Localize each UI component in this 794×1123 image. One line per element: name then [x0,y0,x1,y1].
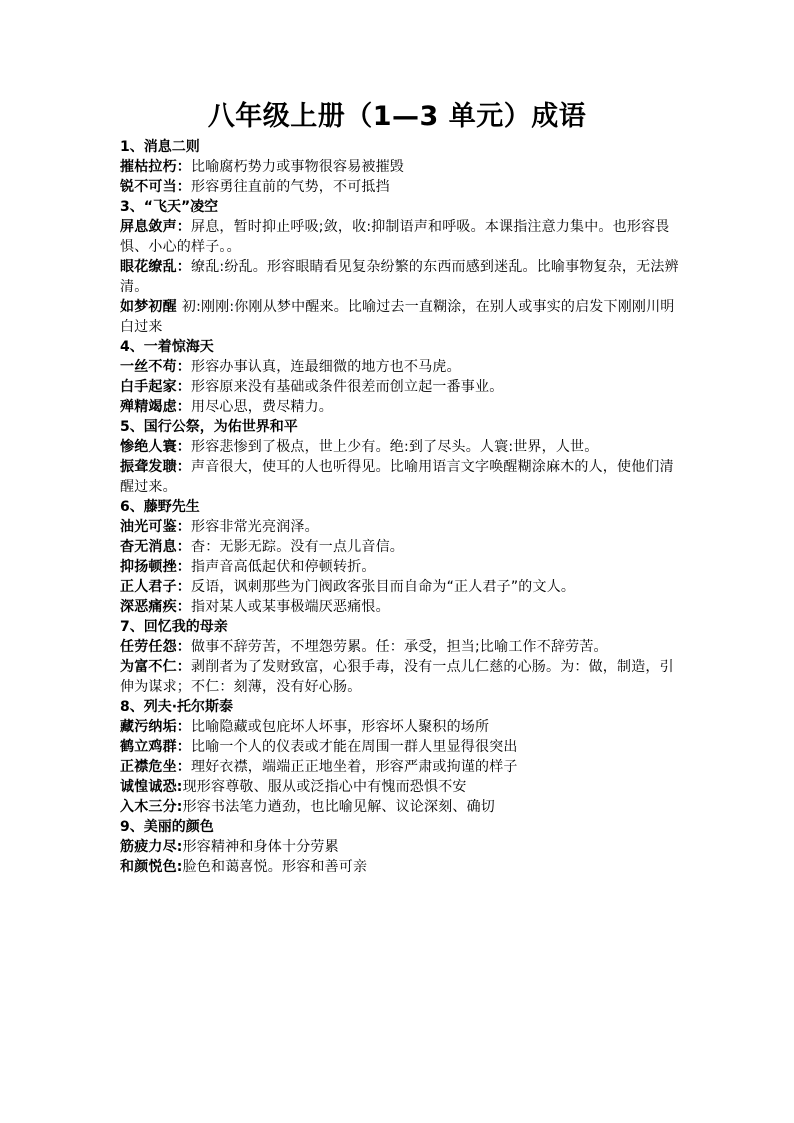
idiom-definition: 比喻隐藏或包庇坏人坏事，形容坏人聚积的场所 [191,719,490,735]
idiom-entry [120,297,682,337]
idiom-definition: 屏息，暂时抑止呼吸;敛，收:抑制语声和呼吸。本课指注意力集中。也形容畏惧、小心的样子。。 [120,219,670,255]
idiom-entry [120,737,682,757]
idiom-term: 摧枯拉朽： [120,159,191,175]
section-heading: 5、国行公祭，为佑世界和平 [120,419,298,435]
idiom-definition: 比喻一个人的仪表或才能在周围一群人里显得很突出 [191,739,518,755]
section-1 [120,137,682,197]
idiom-term: 锐不可当： [120,179,191,195]
idiom-definition: 反语，讽刺那些为门阀政客张目而自命为“正人君子”的文人。 [191,579,576,595]
idiom-entry [120,177,682,197]
idiom-term: 振聋发聩： [120,459,191,475]
idiom-term: 眼花缭乱： [120,259,191,275]
idiom-definition: 现形容尊敬、服从或泛指心中有愧而恐惧不安 [182,779,467,795]
idiom-entry [120,797,682,817]
idiom-entry [120,537,682,557]
section-8 [120,697,682,817]
idiom-term: 藏污纳垢： [120,719,191,735]
idiom-term: 一丝不苟： [120,359,191,375]
idiom-definition: 形容非常光亮润泽。 [191,519,319,535]
idiom-term: 如梦初醒 [120,299,182,315]
section-heading: 4、一着惊海天 [120,339,214,355]
idiom-definition: 剥削者为了发财致富，心狠手毒，没有一点儿仁慈的心肠。为：做，制造，引伸为谋求；不仁：刻薄，没有好心肠。 [120,659,674,695]
idiom-entry [120,557,682,577]
idiom-definition: 杳：无影无踪。没有一点儿音信。 [191,539,404,555]
section-7 [120,617,682,697]
idiom-definition: 形容原来没有基础或条件很差而创立起一番事业。 [191,379,504,395]
idiom-definition: 形容悲惨到了极点，世上少有。绝:到了尽头。人寰:世界，人世。 [191,439,599,455]
idiom-entry [120,757,682,777]
idiom-entry [120,577,682,597]
idiom-definition: 形容精神和身体十分劳累 [182,839,339,855]
idiom-definition: 指声音高低起伏和停顿转折。 [191,559,376,575]
idiom-definition: 指对某人或某事极端厌恶痛恨。 [191,599,390,615]
idiom-entry [120,777,682,797]
idiom-definition: 比喻腐朽势力或事物很容易被摧毁 [191,159,404,175]
idiom-entry [120,217,682,257]
idiom-term: 筋疲力尽: [120,839,183,855]
idiom-entry [120,397,682,417]
idiom-term: 殚精竭虑： [120,399,191,415]
section-9 [120,817,682,877]
idiom-term: 杳无消息： [120,539,191,555]
idiom-definition: 理好衣襟，端端正正地坐着，形容严肃或拘谨的样子 [191,759,518,775]
idiom-definition: 形容勇往直前的气势，不可抵挡 [191,179,390,195]
idiom-entry [120,357,682,377]
section-3 [120,197,682,337]
idiom-entry [120,597,682,617]
idiom-term: 诚惶诚恐: [120,779,183,795]
idiom-term: 入木三分: [120,799,183,815]
idiom-term: 惨绝人寰： [120,439,191,455]
idiom-entry [120,837,682,857]
idiom-term: 正襟危坐： [120,759,191,775]
section-4 [120,337,682,417]
idiom-definition: 形容办事认真，连最细微的地方也不马虎。 [191,359,461,375]
idiom-term: 正人君子： [120,579,191,595]
section-heading: 6、藤野先生 [120,499,200,515]
idiom-term: 任劳任怨： [120,639,191,655]
idiom-term: 油光可鉴： [120,519,191,535]
idiom-entry [120,377,682,397]
idiom-entry [120,257,682,297]
idiom-entry [120,457,682,497]
idiom-term: 和颜悦色: [120,859,183,875]
idiom-definition: 声音很大，使耳的人也听得见。比喻用语言文字唤醒糊涂麻木的人，使他们清醒过来。 [120,459,674,495]
idiom-entry [120,717,682,737]
idiom-definition: 初:刚刚:你刚从梦中醒来。比喻过去一直糊涂，在别人或事实的启发下刚刚川明白过来 [120,299,675,335]
section-6 [120,497,682,617]
section-heading: 8、列夫·托尔斯泰 [120,699,234,715]
idiom-entry [120,437,682,457]
idiom-list [120,137,682,877]
idiom-definition: 脸色和蔼喜悦。形容和善可亲 [182,859,368,875]
idiom-definition: 缭乱:纷乱。形容眼睛看见复杂纷繁的东西而感到迷乱。比喻事物复杂，无法辨清。 [120,259,679,295]
idiom-term: 深恶痛疾： [120,599,191,615]
idiom-term: 为富不仁： [120,659,191,675]
page-title: 八年级上册（1—3 单元）成语 [207,101,587,132]
idiom-term: 屏息敛声： [120,219,191,235]
idiom-term: 白手起家： [120,379,191,395]
section-heading: 3、“飞天”凌空 [120,199,219,215]
section-heading: 1、消息二则 [120,139,200,155]
section-5 [120,417,682,497]
idiom-definition: 做事不辞劳苦，不埋怨劳累。任：承受，担当;比喻工作不辞劳苦。 [191,639,608,655]
idiom-entry [120,657,682,697]
idiom-entry [120,857,682,877]
idiom-entry [120,637,682,657]
idiom-entry [120,157,682,177]
section-heading: 7、回忆我的母亲 [120,619,228,635]
idiom-definition: 形容书法笔力遒劲，也比喻见解、议论深刻、确切 [182,799,496,815]
idiom-term: 抑扬顿挫： [120,559,191,575]
section-heading: 9、美丽的颜色 [120,819,214,835]
idiom-term: 鹤立鸡群： [120,739,191,755]
idiom-entry [120,517,682,537]
idiom-definition: 用尽心思，费尽精力。 [191,399,333,415]
